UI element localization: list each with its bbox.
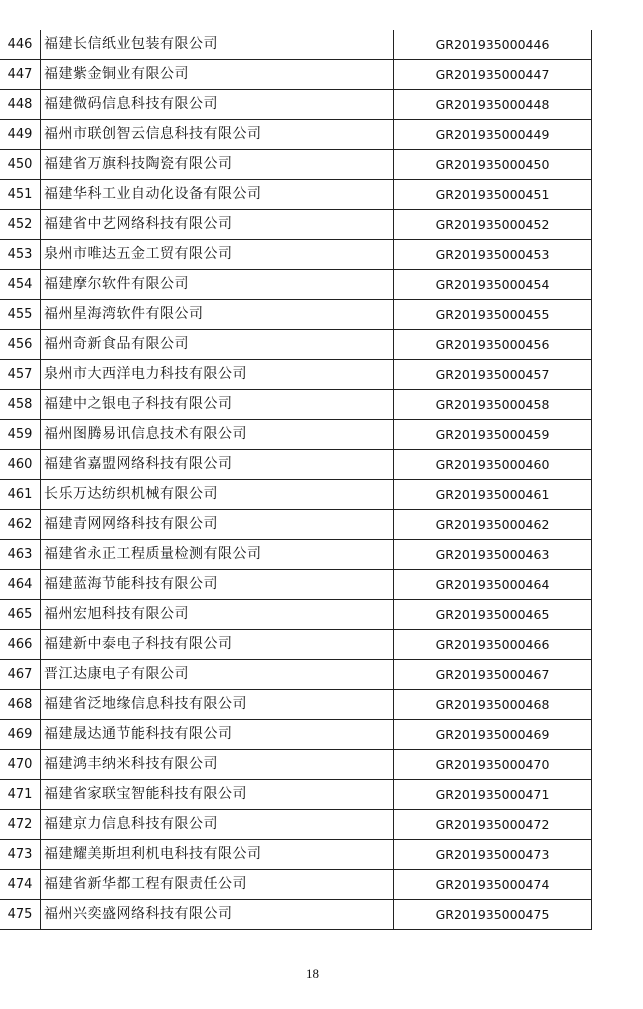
- certificate-number-cell: GR201935000467: [394, 660, 592, 690]
- page-number: 18: [306, 966, 319, 981]
- row-number-cell: 446: [0, 30, 41, 60]
- row-number-cell: 457: [0, 360, 41, 390]
- table-row: [0, 630, 592, 660]
- table-row: [0, 660, 592, 690]
- certificate-number-cell: GR201935000450: [394, 150, 592, 180]
- company-name-cell: 福建蓝海节能科技有限公司: [41, 570, 394, 600]
- certificate-number-cell: GR201935000471: [394, 780, 592, 810]
- certificate-number-cell: GR201935000454: [394, 270, 592, 300]
- certificate-number-cell: GR201935000451: [394, 180, 592, 210]
- company-name-cell: 福建省万旗科技陶瓷有限公司: [41, 150, 394, 180]
- table-row: [0, 870, 592, 900]
- row-number-cell: 471: [0, 780, 41, 810]
- table-row: [0, 840, 592, 870]
- row-number-cell: 474: [0, 870, 41, 900]
- row-number-cell: 450: [0, 150, 41, 180]
- company-name-cell: 福建中之银电子科技有限公司: [41, 390, 394, 420]
- certificate-number-cell: GR201935000461: [394, 480, 592, 510]
- row-number-cell: 447: [0, 60, 41, 90]
- row-number-cell: 460: [0, 450, 41, 480]
- row-number-cell: 452: [0, 210, 41, 240]
- row-number-cell: 475: [0, 900, 41, 930]
- table-row: [0, 150, 592, 180]
- company-name-cell: 福州图腾易讯信息技术有限公司: [41, 420, 394, 450]
- certificate-number-cell: GR201935000463: [394, 540, 592, 570]
- certificate-number-cell: GR201935000470: [394, 750, 592, 780]
- company-name-cell: 福建省新华都工程有限责任公司: [41, 870, 394, 900]
- table-row: [0, 120, 592, 150]
- company-name-cell: 福建晟达通节能科技有限公司: [41, 720, 394, 750]
- row-number-cell: 453: [0, 240, 41, 270]
- row-number-cell: 459: [0, 420, 41, 450]
- table-row: [0, 780, 592, 810]
- certificate-number-cell: GR201935000475: [394, 900, 592, 930]
- company-name-cell: 福建紫金铜业有限公司: [41, 60, 394, 90]
- company-name-cell: 福建微码信息科技有限公司: [41, 90, 394, 120]
- table-row: [0, 900, 592, 930]
- row-number-cell: 472: [0, 810, 41, 840]
- row-number-cell: 456: [0, 330, 41, 360]
- table-row: [0, 810, 592, 840]
- company-name-cell: 福州宏旭科技有限公司: [41, 600, 394, 630]
- certificate-number-cell: GR201935000474: [394, 870, 592, 900]
- company-name-cell: 福建长信纸业包装有限公司: [41, 30, 394, 60]
- certificate-number-cell: GR201935000448: [394, 90, 592, 120]
- registry-sheet: [0, 30, 590, 930]
- certificate-number-cell: GR201935000464: [394, 570, 592, 600]
- table-row: [0, 60, 592, 90]
- certificate-number-cell: GR201935000452: [394, 210, 592, 240]
- row-number-cell: 449: [0, 120, 41, 150]
- table-row: [0, 30, 592, 60]
- certificate-number-cell: GR201935000466: [394, 630, 592, 660]
- table-row: [0, 270, 592, 300]
- table-row: [0, 210, 592, 240]
- row-number-cell: 466: [0, 630, 41, 660]
- table-row: [0, 240, 592, 270]
- company-name-cell: 福建京力信息科技有限公司: [41, 810, 394, 840]
- row-number-cell: 458: [0, 390, 41, 420]
- company-name-cell: 泉州市大西洋电力科技有限公司: [41, 360, 394, 390]
- row-number-cell: 465: [0, 600, 41, 630]
- company-name-cell: 福建省嘉盟网络科技有限公司: [41, 450, 394, 480]
- certificate-number-cell: GR201935000456: [394, 330, 592, 360]
- row-number-cell: 462: [0, 510, 41, 540]
- row-number-cell: 467: [0, 660, 41, 690]
- company-name-cell: 福建省泛地缘信息科技有限公司: [41, 690, 394, 720]
- certificate-number-cell: GR201935000465: [394, 600, 592, 630]
- certificate-number-cell: GR201935000468: [394, 690, 592, 720]
- certificate-number-cell: GR201935000473: [394, 840, 592, 870]
- table-row: [0, 420, 592, 450]
- table-row: [0, 690, 592, 720]
- registry-table-body: [0, 30, 592, 930]
- company-name-cell: 晋江达康电子有限公司: [41, 660, 394, 690]
- row-number-cell: 469: [0, 720, 41, 750]
- company-name-cell: 福建鸿丰纳米科技有限公司: [41, 750, 394, 780]
- table-row: [0, 570, 592, 600]
- row-number-cell: 461: [0, 480, 41, 510]
- company-name-cell: 福建省永正工程质量检测有限公司: [41, 540, 394, 570]
- company-name-cell: 福建摩尔软件有限公司: [41, 270, 394, 300]
- table-row: [0, 330, 592, 360]
- table-row: [0, 180, 592, 210]
- company-name-cell: 福建耀美斯坦利机电科技有限公司: [41, 840, 394, 870]
- company-name-cell: 福州兴奕盛网络科技有限公司: [41, 900, 394, 930]
- certificate-number-cell: GR201935000455: [394, 300, 592, 330]
- table-row: [0, 480, 592, 510]
- table-row: [0, 90, 592, 120]
- table-row: [0, 540, 592, 570]
- certificate-number-cell: GR201935000446: [394, 30, 592, 60]
- company-name-cell: 福建省中艺网络科技有限公司: [41, 210, 394, 240]
- company-name-cell: 福建青网网络科技有限公司: [41, 510, 394, 540]
- row-number-cell: 464: [0, 570, 41, 600]
- company-name-cell: 福建华科工业自动化设备有限公司: [41, 180, 394, 210]
- certificate-number-cell: GR201935000457: [394, 360, 592, 390]
- certificate-number-cell: GR201935000447: [394, 60, 592, 90]
- row-number-cell: 451: [0, 180, 41, 210]
- company-name-cell: 福州市联创智云信息科技有限公司: [41, 120, 394, 150]
- row-number-cell: 463: [0, 540, 41, 570]
- certificate-number-cell: GR201935000460: [394, 450, 592, 480]
- table-row: [0, 510, 592, 540]
- company-name-cell: 福建省家联宝智能科技有限公司: [41, 780, 394, 810]
- company-name-cell: 福州奇新食品有限公司: [41, 330, 394, 360]
- row-number-cell: 448: [0, 90, 41, 120]
- table-row: [0, 300, 592, 330]
- certificate-number-cell: GR201935000453: [394, 240, 592, 270]
- company-name-cell: 泉州市唯达五金工贸有限公司: [41, 240, 394, 270]
- row-number-cell: 455: [0, 300, 41, 330]
- table-row: [0, 390, 592, 420]
- row-number-cell: 454: [0, 270, 41, 300]
- company-name-cell: 长乐万达纺织机械有限公司: [41, 480, 394, 510]
- certificate-number-cell: GR201935000462: [394, 510, 592, 540]
- row-number-cell: 468: [0, 690, 41, 720]
- table-row: [0, 450, 592, 480]
- table-row: [0, 750, 592, 780]
- company-name-cell: 福建新中泰电子科技有限公司: [41, 630, 394, 660]
- row-number-cell: 470: [0, 750, 41, 780]
- certificate-number-cell: GR201935000449: [394, 120, 592, 150]
- table-row: [0, 360, 592, 390]
- company-registry-table: [0, 30, 592, 930]
- row-number-cell: 473: [0, 840, 41, 870]
- table-row: [0, 600, 592, 630]
- certificate-number-cell: GR201935000472: [394, 810, 592, 840]
- company-name-cell: 福州星海湾软件有限公司: [41, 300, 394, 330]
- certificate-number-cell: GR201935000459: [394, 420, 592, 450]
- certificate-number-cell: GR201935000458: [394, 390, 592, 420]
- table-row: [0, 720, 592, 750]
- certificate-number-cell: GR201935000469: [394, 720, 592, 750]
